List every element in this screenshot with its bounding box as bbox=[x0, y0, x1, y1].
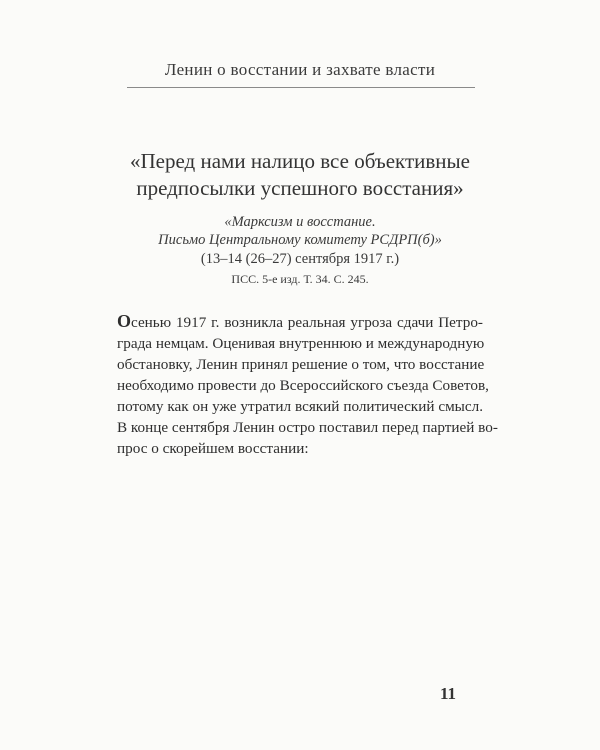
body-line: В конце сентября Ленин остро поставил перед партией во- bbox=[117, 419, 498, 436]
epigraph-source bbox=[100, 213, 500, 249]
epigraph-quote-line: «Перед нами налицо все объективные bbox=[130, 149, 470, 173]
page-number: 11 bbox=[440, 684, 457, 703]
body-line: града немцам. Оценивая внутреннюю и международную bbox=[117, 335, 485, 352]
body-line: потому как он уже утратил всякий политический смысл. bbox=[117, 398, 483, 415]
epigraph-source-line: «Марксизм и восстание. bbox=[224, 214, 376, 230]
epigraph-reference: ПСС. 5-е изд. Т. 34. С. 245. bbox=[231, 272, 369, 286]
body-paragraph bbox=[117, 311, 498, 459]
body-line bbox=[117, 311, 483, 333]
body-line: обстановку, Ленин принял решение о том, что восстание bbox=[117, 356, 485, 373]
epigraph-quote bbox=[100, 148, 500, 202]
epigraph-dates: (13–14 (26–27) сентября 1917 г.) bbox=[200, 251, 400, 267]
running-head: Ленин о восстании и захвате власти bbox=[164, 60, 436, 79]
drop-cap: О bbox=[117, 311, 132, 331]
body-line: необходимо провести до Всероссийского съезда Советов, bbox=[117, 377, 489, 394]
body-line-text: сенью 1917 г. возникла реальная угроза сдачи Петро- bbox=[131, 314, 483, 331]
body-line: прос о скорейшем восстании: bbox=[117, 440, 309, 457]
epigraph bbox=[100, 148, 500, 288]
header-divider bbox=[127, 87, 475, 88]
epigraph-quote-line: предпосылки успешного восстания» bbox=[136, 176, 464, 200]
epigraph-source-line: Письмо Центральному комитету РСДРП(б)» bbox=[158, 232, 442, 248]
